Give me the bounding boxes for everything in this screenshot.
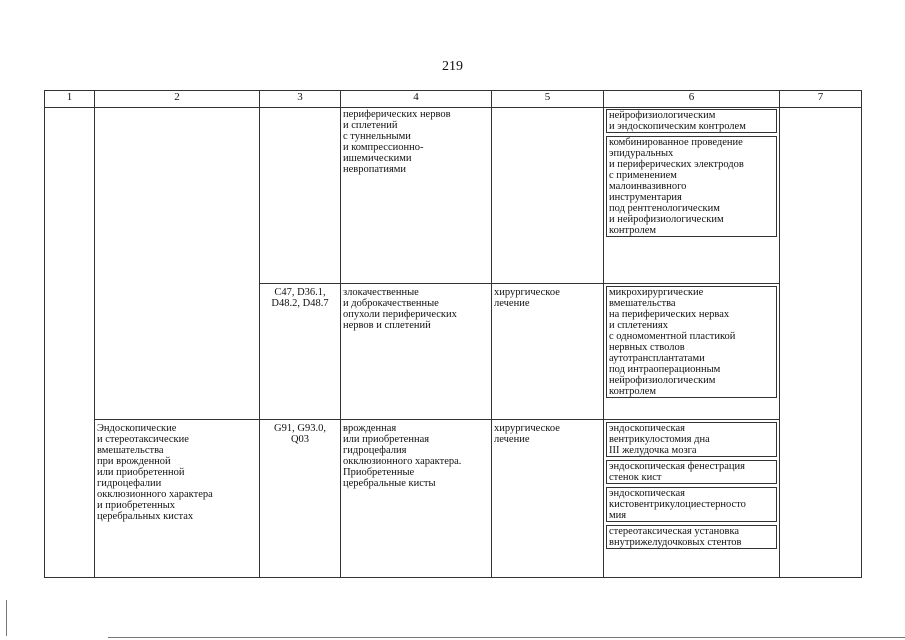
- cell-col2: [95, 108, 260, 420]
- column-header-7: 7: [780, 91, 862, 108]
- cell-methods: [604, 284, 780, 420]
- method-item: эндоскопическая вентрикулостомия дна III желудочка мозга: [606, 422, 777, 457]
- column-header-6: 6: [604, 91, 780, 108]
- method-item: эндоскопическая фенестрация стенок кист: [606, 460, 777, 484]
- method-item: нейрофизиологическим и эндоскопическим контролем: [606, 109, 777, 133]
- method-item: эндоскопическая кистовентрикулоциестерносто мия: [606, 487, 777, 522]
- method-item: стереотаксическая установка внутрижелудочковых стентов: [606, 525, 777, 549]
- method-item: комбинированное проведение эпидуральных и периферических электродов с применением малоинвазивного инструментария под рентгенологическим и нейрофизиологическим контролем: [606, 136, 777, 237]
- cell-col5: [492, 108, 604, 284]
- column-header-1: 1: [45, 91, 95, 108]
- cell-methods: [604, 108, 780, 284]
- column-header-4: 4: [341, 91, 492, 108]
- cell-diagnosis: периферических нервов и сплетений с туннельными и компрессионно- ишемическими невропатиями: [341, 108, 492, 284]
- scan-edge-line: [108, 637, 905, 638]
- cell-diagnosis: врожденная или приобретенная гидроцефалия окклюзионного характера. Приобретенные церебральные кисты: [341, 420, 492, 578]
- table-row: [45, 420, 862, 578]
- column-header-2: 2: [95, 91, 260, 108]
- cell-icd-codes: C47, D36.1, D48.2, D48.7: [260, 284, 341, 420]
- cell-col1: [45, 108, 95, 578]
- cell-diagnosis: злокачественные и доброкачественные опухоли периферических нервов и сплетений: [341, 284, 492, 420]
- scan-edge-mark: [6, 600, 7, 636]
- method-item: микрохирургические вмешательства на периферических нервах и сплетениях с одномоментной пластикой нервных стволов аутотрансплантатами под интраоперационным нейрофизиологическим контролем: [606, 286, 777, 398]
- column-header-5: 5: [492, 91, 604, 108]
- page-number: 219: [442, 59, 463, 74]
- column-header-3: 3: [260, 91, 341, 108]
- procedures-table: [44, 90, 862, 578]
- header-row: [45, 91, 862, 108]
- cell-procedure-group: Эндоскопические и стереотаксические вмешательства при врожденной или приобретенной гидроцефалии окклюзионного характера и приобретенных церебральных кистах: [95, 420, 260, 578]
- cell-treatment-type: хирургическое лечение: [492, 284, 604, 420]
- cell-col7: [780, 108, 862, 578]
- cell-methods: [604, 420, 780, 578]
- table-row: [45, 108, 862, 284]
- cell-treatment-type: хирургическое лечение: [492, 420, 604, 578]
- cell-col3: [260, 108, 341, 284]
- cell-icd-codes: G91, G93.0, Q03: [260, 420, 341, 578]
